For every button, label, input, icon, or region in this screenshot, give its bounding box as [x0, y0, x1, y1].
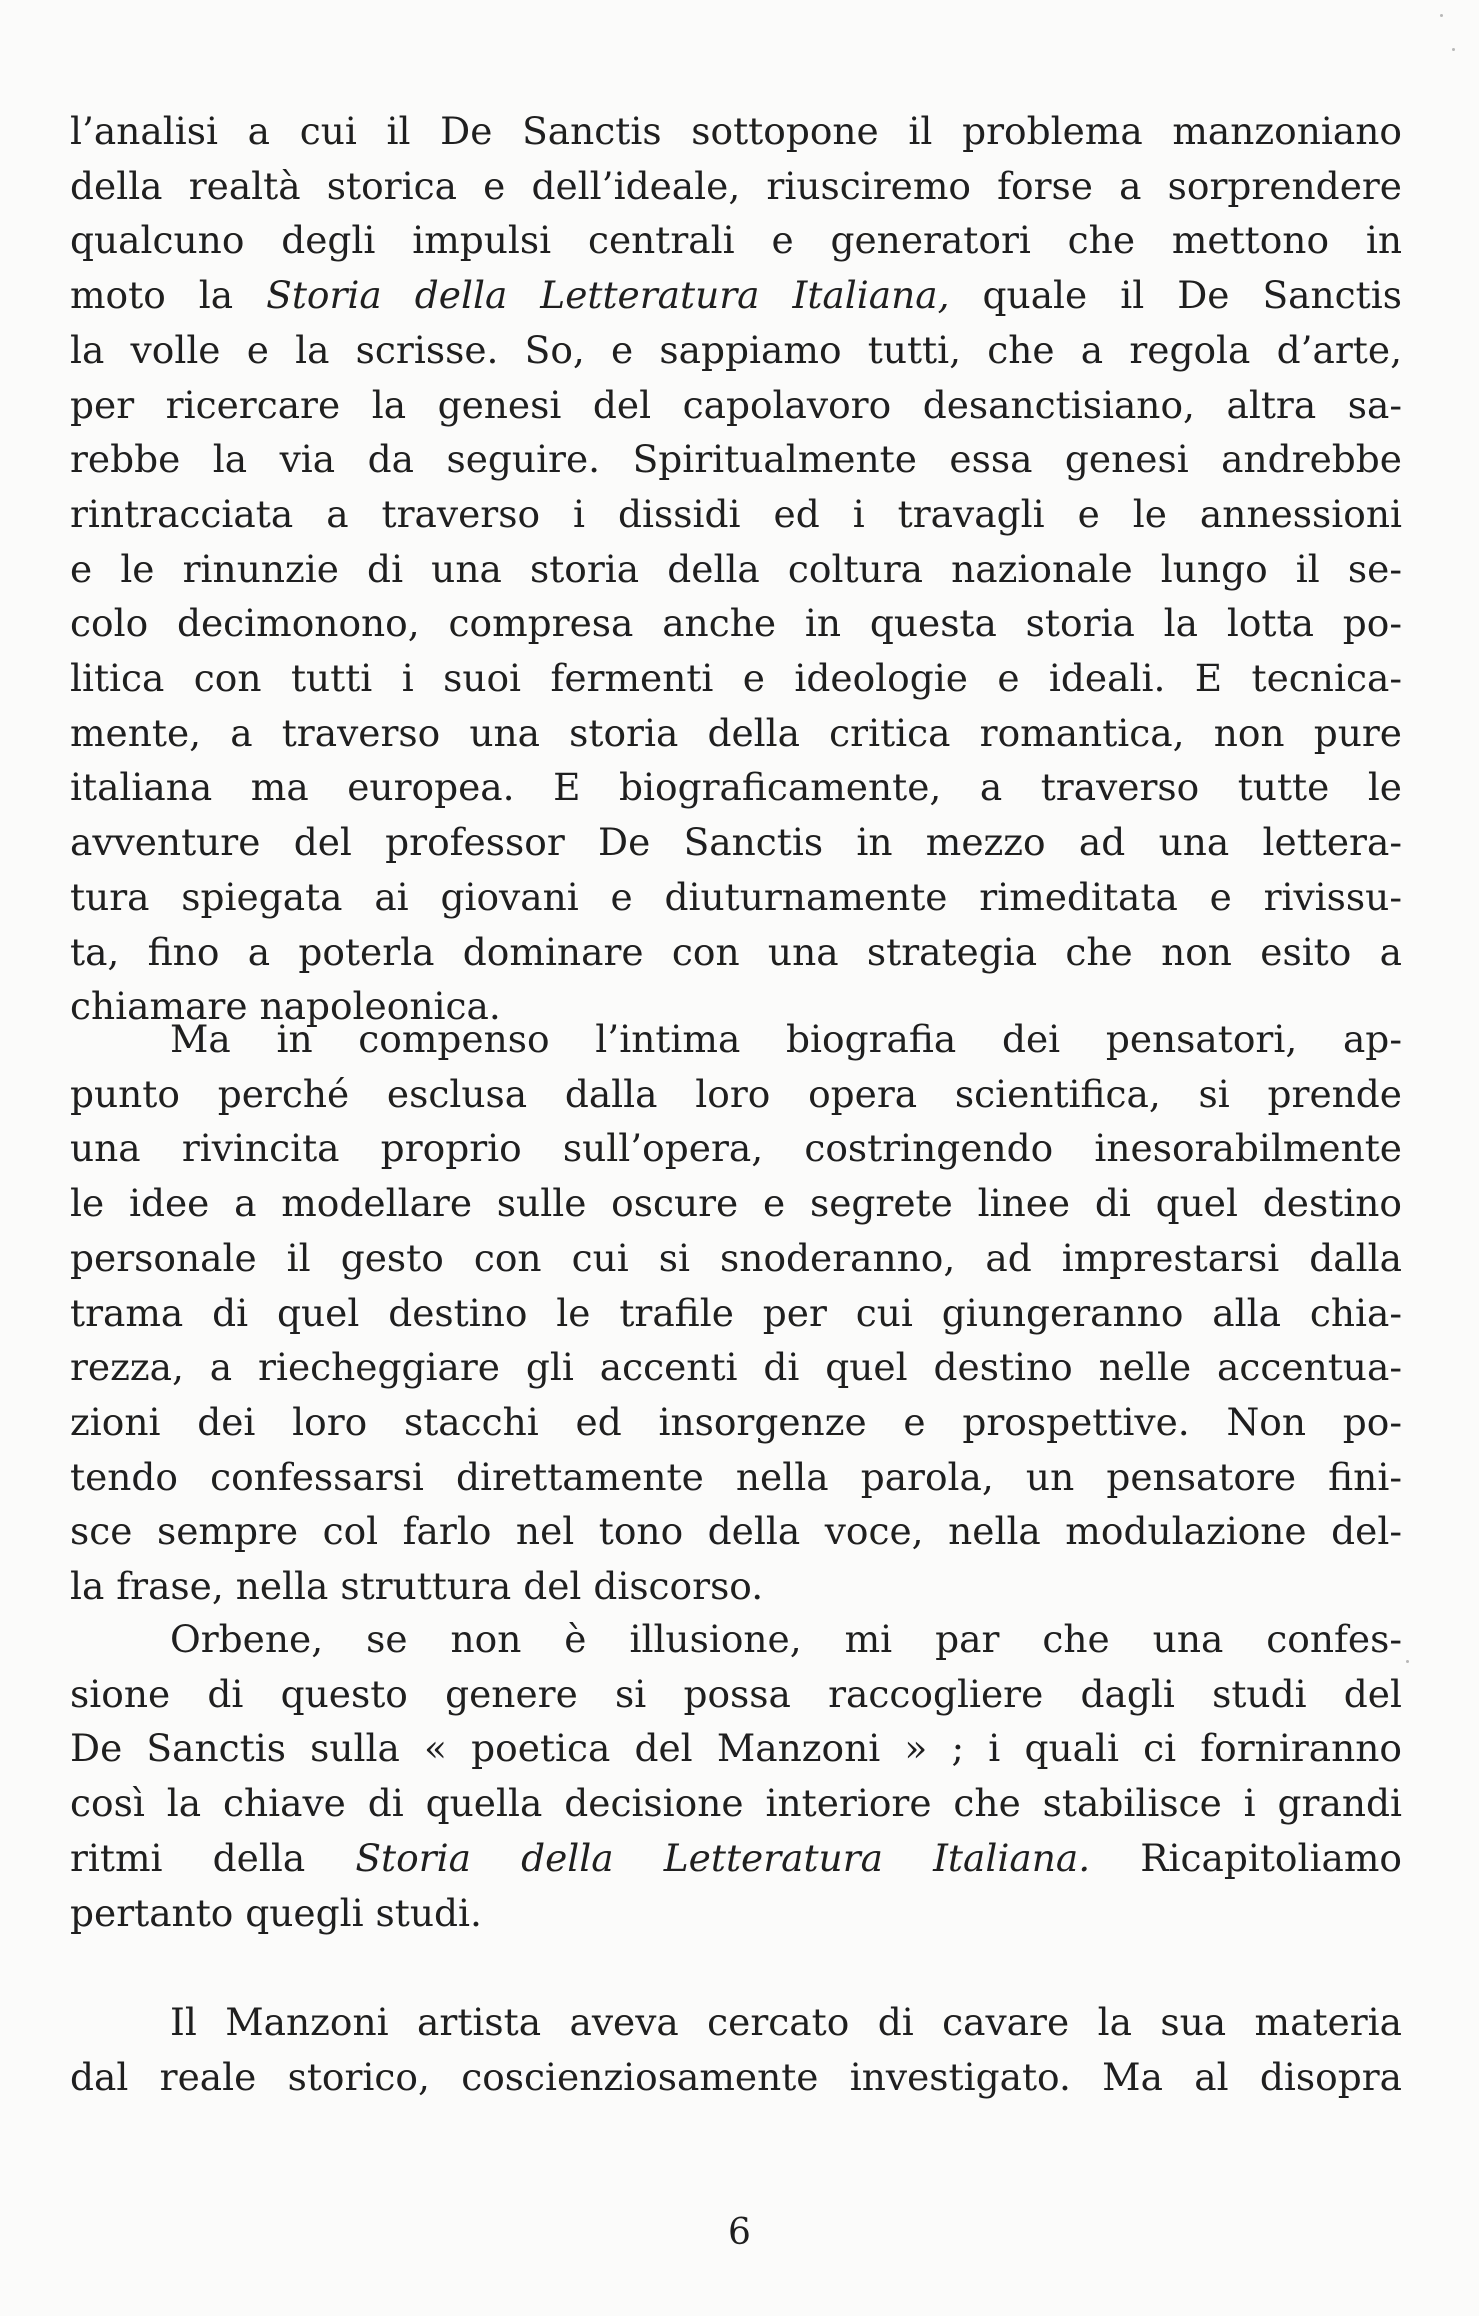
text-line: qualcuno degli impulsi centrali e generatori che mettono in	[70, 218, 1402, 263]
text-line: pertanto quegli studi.	[70, 1890, 482, 1935]
text-line: Orbene, se non è illusione, mi par che una confes-	[170, 1617, 1402, 1661]
text-line: mente, a traverso una storia della critica romantica, non pure	[70, 710, 1402, 755]
text-line: sione di questo genere si possa raccogliere dagli studi del	[70, 1671, 1402, 1716]
text-line-with-title	[70, 268, 1402, 323]
text-line: della realtà storica e dell’ideale, riusciremo forse a sorprendere	[70, 163, 1402, 208]
paper-speck	[1440, 14, 1443, 17]
text-line: tendo confessarsi direttamente nella parola, un pensatore fini-	[70, 1454, 1402, 1499]
text-line: le idee a modellare sulle oscure e segrete linee di quel destino	[70, 1181, 1402, 1226]
text-line: Ma in compenso l’intima biografia dei pensatori, ap-	[170, 1017, 1402, 1061]
text-line: colo decimonono, compresa anche in questa storia la lotta po-	[70, 601, 1402, 646]
text-line: italiana ma europea. E biograficamente, a traverso tutte le	[70, 765, 1402, 810]
text-line-with-title	[70, 1831, 1402, 1886]
text-segment: quale il De Sanctis	[949, 273, 1402, 318]
paragraph-4	[70, 1995, 1402, 2104]
text-line: litica con tutti i suoi fermenti e ideologie e ideali. E tecnica-	[70, 656, 1402, 701]
text-line: De Sanctis sulla « poetica del Manzoni » ; i quali ci forniranno	[70, 1726, 1402, 1771]
text-line: punto perché esclusa dalla loro opera scientifica, si prende	[70, 1071, 1402, 1116]
text-line: zioni dei loro stacchi ed insorgenze e prospettive. Non po-	[70, 1399, 1402, 1444]
paper-speck	[1452, 48, 1455, 51]
text-line: la volle e la scrisse. So, e sappiamo tutti, che a regola d’arte,	[70, 327, 1402, 372]
text-line: per ricercare la genesi del capolavoro desanctisiano, altra sa-	[70, 382, 1402, 427]
paragraph-3	[70, 1612, 1402, 1940]
text-segment: Ricapitoliamo	[1090, 1835, 1402, 1880]
text-line: una rivincita proprio sull’opera, costringendo inesorabilmente	[70, 1126, 1402, 1171]
text-line: personale il gesto con cui si snoderanno, ad imprestarsi dalla	[70, 1235, 1402, 1280]
text-line: l’analisi a cui il De Sanctis sottopone il problema manzoniano	[70, 109, 1402, 153]
text-line: così la chiave di quella decisione interiore che stabilisce i grandi	[70, 1781, 1402, 1826]
book-title: Storia della Letteratura Italiana,	[266, 273, 950, 318]
text-line: trama di quel destino le trafile per cui giungeranno alla chia-	[70, 1290, 1402, 1335]
text-line: ta, fino a poterla dominare con una strategia che non esito a	[70, 929, 1402, 974]
text-line: rezza, a riecheggiare gli accenti di quel destino nelle accentua-	[70, 1345, 1402, 1390]
text-line: avventure del professor De Sanctis in mezzo ad una lettera-	[70, 820, 1402, 865]
text-line: chiamare napoleonica.	[70, 984, 501, 1029]
paragraph-1	[70, 104, 1402, 1034]
paragraph-2	[70, 1012, 1402, 1614]
paper-speck	[1406, 1660, 1409, 1663]
text-line: dal reale storico, coscienziosamente investigato. Ma al disopra	[70, 2054, 1402, 2099]
text-line: tura spiegata ai giovani e diuturnamente rimeditata e rivissu-	[70, 874, 1402, 919]
text-line: Il Manzoni artista aveva cercato di cavare la sua materia	[170, 2000, 1402, 2044]
text-line: sce sempre col farlo nel tono della voce, nella modulazione del-	[70, 1509, 1402, 1554]
page-number: 6	[728, 2212, 751, 2253]
text-line: rintracciata a traverso i dissidi ed i travagli e le annessioni	[70, 491, 1402, 536]
book-title: Storia della Letteratura Italiana.	[355, 1835, 1091, 1880]
text-line: la frase, nella struttura del discorso.	[70, 1564, 764, 1609]
text-segment: ritmi della	[70, 1835, 356, 1880]
text-segment: moto la	[70, 273, 267, 318]
text-line: rebbe la via da seguire. Spiritualmente essa genesi andrebbe	[70, 437, 1402, 482]
text-line: e le rinunzie di una storia della coltura nazionale lungo il se-	[70, 546, 1402, 591]
